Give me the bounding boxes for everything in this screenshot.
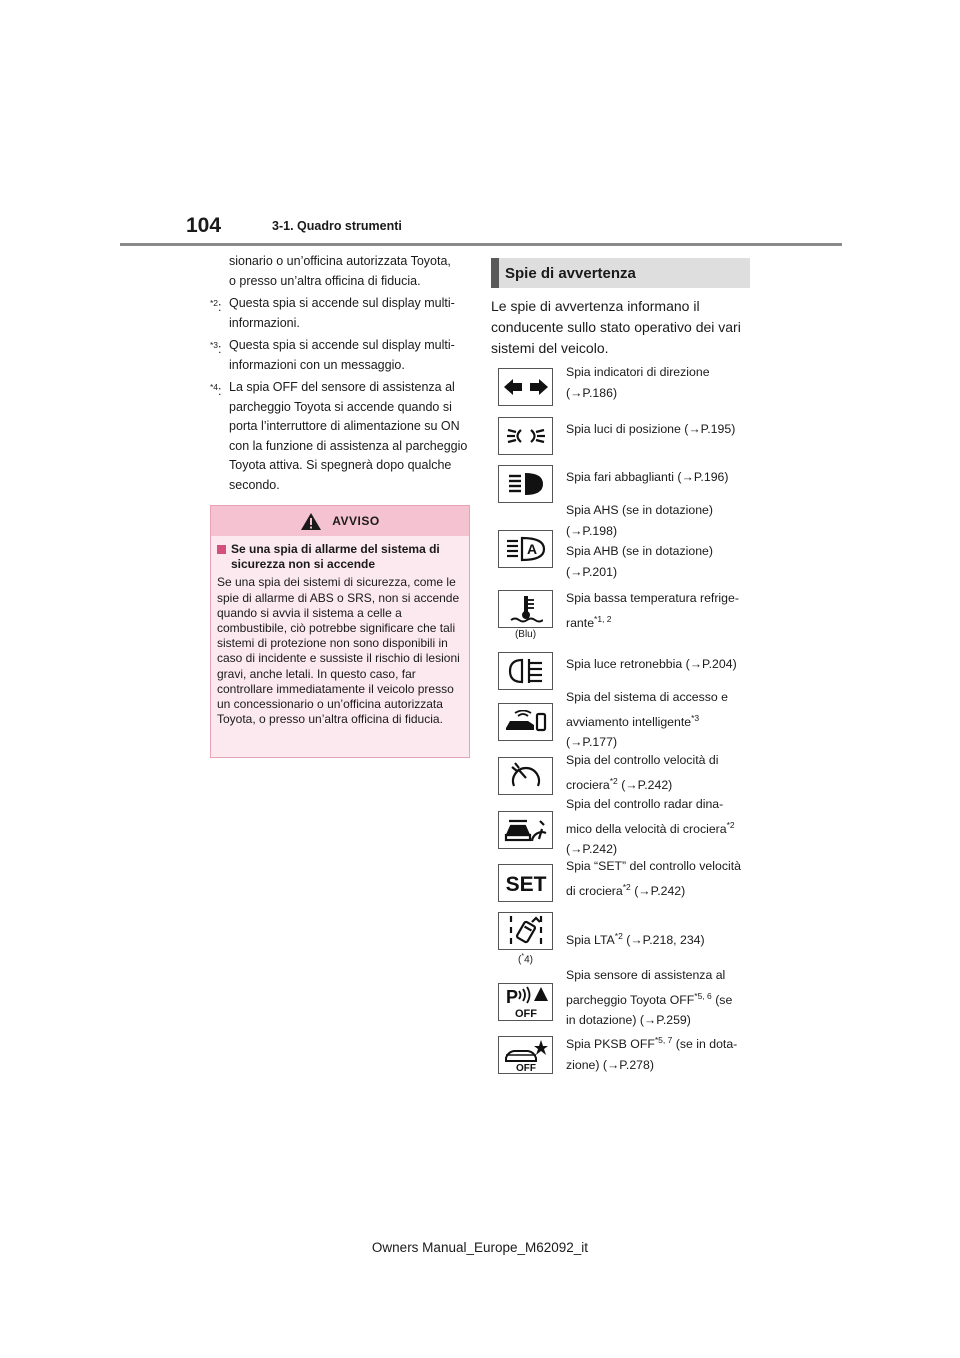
svg-text:OFF: OFF bbox=[515, 1063, 536, 1072]
icon-frame bbox=[498, 652, 553, 690]
page-number: 104 bbox=[186, 214, 222, 237]
auto-high-beam-icon bbox=[506, 536, 546, 562]
svg-text:SET: SET bbox=[505, 873, 546, 896]
footnote-text: Questa spia si accende sul display multi-informazioni. bbox=[229, 296, 455, 330]
warning-subheading bbox=[217, 542, 463, 572]
warning-text: Se una spia dei sistemi di sicurezza, come le spie di allarme di ABS o SRS, non si accende quando si avvia il sistema a celle a combustibile, ciò potrebbe significare che tali sistemi di protezione non sono disponibili in caso di incidente e sussiste il rischio di lesioni gravi, anche letali. In questo caso, far controllare immediatamente il veicolo presso un concessionario o un’officina autorizzata Toyota, o presso un’altra officina di fiducia. bbox=[217, 575, 460, 727]
indicator-description: Spia bassa temperatura refrige- rante$^{*1, 2}$ bbox=[566, 591, 739, 630]
warning-box bbox=[210, 505, 470, 758]
note-continuation-1: sionario o un’officina autorizzata Toyota, bbox=[229, 254, 451, 268]
icon-frame bbox=[498, 1036, 553, 1074]
indicator-description: Spia del sistema di accesso e avviamento intelligente$^{*3}$ (→P.177) bbox=[566, 690, 728, 750]
section-intro: Le spie di avvertenza informano il conducente sullo stato operativo dei vari sistemi del veicolo. bbox=[491, 298, 741, 356]
footnote-mark: $^{*4}$: bbox=[210, 382, 222, 399]
icon-frame bbox=[498, 703, 553, 741]
page-footer: Owners Manual_Europe_M62092_it bbox=[371, 1240, 589, 1255]
icon-frame bbox=[498, 757, 553, 795]
section-title: 3-1. Quadro strumenti bbox=[272, 219, 402, 233]
cruise-set-icon bbox=[503, 870, 549, 896]
indicator-description: Spia AHS (se in dotazione) (→P.198) Spia AHB (se in dotazione) (→P.201) bbox=[566, 503, 713, 579]
icon-frame bbox=[498, 983, 553, 1021]
icon-frame bbox=[498, 465, 553, 503]
svg-text:A: A bbox=[526, 541, 537, 557]
indicator-description: Spia fari abbaglianti (→P.196) bbox=[566, 470, 729, 484]
icon-caption: (Blu) bbox=[514, 629, 537, 640]
cruise-control-icon bbox=[509, 761, 543, 791]
indicator-description: Spia luce retronebbia (→P.204) bbox=[566, 657, 737, 671]
footnotes bbox=[210, 252, 472, 495]
icon-frame bbox=[498, 912, 553, 950]
footnote-mark: $^{*3}$: bbox=[210, 340, 222, 357]
indicator-description: Spia del controllo velocità di crociera$^{*2}$ (→P.242) bbox=[566, 753, 719, 792]
icon-frame bbox=[498, 590, 553, 628]
indicator-description: Spia PKSB OFF$^{*5, 7}$ (se in dota- zione) (→P.278) bbox=[566, 1035, 738, 1072]
indicator-description: Spia luci di posizione (→P.195) bbox=[566, 422, 736, 436]
warning-label: AVVISO bbox=[332, 514, 380, 528]
indicator-description: Spia del controllo radar dina- mico della velocità di crociera$^{*2}$ (→P.242) bbox=[566, 797, 735, 857]
indicator-description: Spia indicatori di direzione (→P.186) bbox=[566, 365, 710, 400]
indicator-description: Spia sensore di assistenza al parcheggio Toyota OFF$^{*5, 6}$ (se in dotazione) (→P.259) bbox=[566, 968, 733, 1028]
lane-tracing-assist-icon bbox=[506, 914, 546, 948]
icon-frame bbox=[498, 530, 553, 568]
footnote-3 bbox=[210, 336, 472, 375]
rear-fog-light-icon bbox=[508, 657, 544, 685]
footnote-2 bbox=[210, 294, 472, 333]
icon-frame bbox=[498, 417, 553, 455]
smart-entry-key-icon bbox=[504, 710, 548, 734]
high-beam-icon bbox=[508, 471, 544, 497]
icon-frame bbox=[498, 811, 553, 849]
warning-subheading-text: Se una spia di allarme del sistema di sicurezza non si accende bbox=[231, 542, 440, 572]
parking-sensor-off-icon bbox=[503, 985, 549, 1019]
footnote-text: Questa spia si accende sul display multi-informazioni con un messaggio. bbox=[229, 338, 455, 372]
square-bullet-icon bbox=[217, 545, 226, 554]
position-lights-icon bbox=[506, 424, 546, 448]
warning-header bbox=[211, 506, 469, 536]
radar-cruise-control-icon bbox=[504, 815, 548, 845]
low-coolant-temperature-icon bbox=[509, 594, 543, 624]
indicator-description: Spia LTA$^{*2}$ (→P.218, 234) bbox=[566, 931, 705, 948]
icon-caption: (*4) bbox=[518, 953, 533, 966]
note-continuation-2: o presso un’altra officina di fiducia. bbox=[229, 273, 421, 288]
footnote-text: La spia OFF del sensore di assistenza al parcheggio Toyota si accende quando si porta l’interruttore di alimentazione su ON con la funzione di assistenza al parcheggio Toyota attiva. Si spegnerà dopo qualche secondo. bbox=[229, 380, 468, 492]
turn-signal-arrows-icon bbox=[503, 377, 549, 397]
header-divider bbox=[120, 243, 842, 246]
svg-text:P: P bbox=[505, 987, 518, 1007]
footnote-4 bbox=[210, 378, 472, 495]
footnote-mark: $^{*2}$: bbox=[210, 298, 222, 315]
warning-triangle-icon bbox=[300, 512, 322, 531]
svg-text:OFF: OFF bbox=[514, 1008, 537, 1019]
icon-frame bbox=[498, 864, 553, 902]
section-heading: Spie di avvertenza bbox=[491, 258, 750, 288]
warning-body bbox=[211, 536, 469, 727]
icon-frame bbox=[498, 368, 553, 406]
indicator-description: Spia “SET” del controllo velocità di crociera$^{*2}$ (→P.242) bbox=[566, 859, 741, 898]
pksb-off-icon bbox=[502, 1038, 550, 1072]
